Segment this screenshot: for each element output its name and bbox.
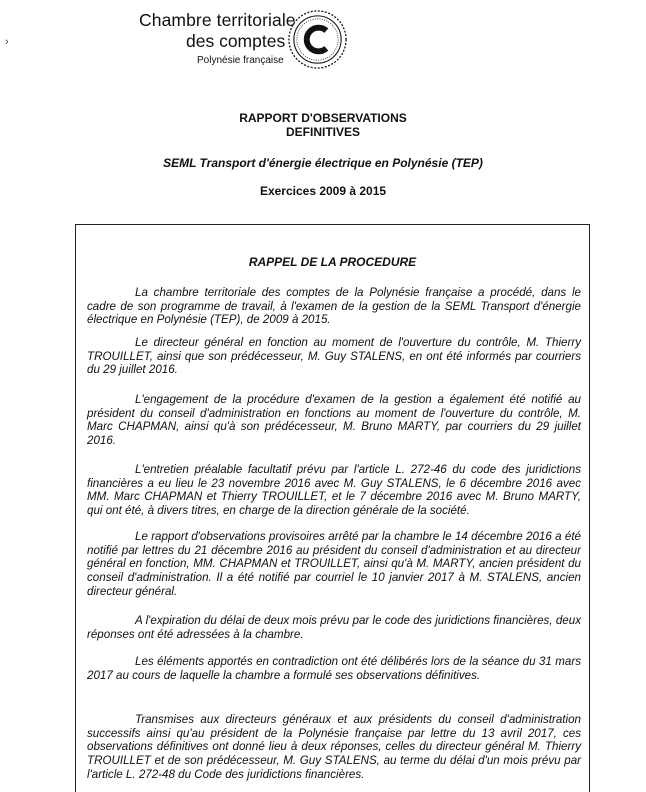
procedure-paragraph: L'entretien préalable facultatif prévu par l'article L. 272-46 du code des juridictions financières a eu lieu le 23 novembre 2016 avec M. Guy STALENS, le 6 décembre 2016 avec MM. Marc CHAPMAN et Thierry TROUILLET, et le 7 décembre 2016 avec M. Bruno MARTY, qui ont été, à divers titres, en charge de la direction générale de la société. bbox=[87, 463, 581, 518]
org-region: Polynésie française bbox=[197, 55, 284, 66]
scan-mark: › bbox=[5, 36, 9, 48]
report-subtitle: SEML Transport d'énergie électrique en Polynésie (TEP) bbox=[163, 156, 483, 170]
procedure-box bbox=[75, 224, 590, 792]
letterhead bbox=[0, 0, 646, 90]
report-title-line1: RAPPORT D'OBSERVATIONS bbox=[239, 111, 407, 125]
report-title-line2: DEFINITIVES bbox=[285, 125, 360, 139]
procedure-heading: RAPPEL DE LA PROCEDURE bbox=[248, 255, 417, 269]
report-years: Exercices 2009 à 2015 bbox=[259, 184, 387, 198]
procedure-paragraph: La chambre territoriale des comptes de la Polynésie française a procédé, dans le cadre de son programme de travail, à l'examen de la gestion de la SEML Transport d'énergie électrique en Polynésie (TEP), de 2009 à 2015. bbox=[87, 286, 581, 327]
procedure-paragraph: Transmises aux directeurs généraux et aux présidents du conseil d'administration successifs ainsi qu'au président de la Polynésie française par lettre du 13 avril 2017, ces observations définitives ont donné lieu à deux réponses, celles du directeur général M. Thierry TROUILLET et de son prédécesseur, M. Guy STALENS, au terme du délai d'un mois prévu par l'article L. 272-48 du Code des juridictions financières. bbox=[87, 713, 581, 781]
procedure-paragraph: Le directeur général en fonction au moment de l'ouverture du contrôle, M. Thierry TROUILLET, ainsi que son prédécesseur, M. Guy STALENS, en ont été informés par courriers du 29 juillet 2016. bbox=[87, 336, 581, 377]
procedure-paragraph: Le rapport d'observations provisoires arrêté par la chambre le 14 décembre 2016 a été notifié par lettres du 21 décembre 2016 au président du conseil d'administration et au directeur général en fonction, MM. CHAPMAN et TROUILLET, ainsi qu'à M. MARTY, ancien président du conseil d'administration. Il a été notifié par courriel le 10 janvier 2017 à M. STALENS, ancien directeur général. bbox=[87, 530, 581, 598]
org-name-line2: des comptes bbox=[186, 31, 286, 51]
procedure-paragraph: L'engagement de la procédure d'examen de la gestion a également été notifié au président du conseil d'administration en fonctions au moment de l'ouverture du contrôle, M. Marc CHAPMAN, ainsi qu'à son prédécesseur, M. Bruno MARTY, par courriers du 29 juillet 2016. bbox=[87, 393, 581, 448]
procedure-paragraph: A l'expiration du délai de deux mois prévu par le code des juridictions financières, deux réponses ont été adressées à la chambre. bbox=[87, 614, 581, 641]
procedure-paragraph: Les éléments apportés en contradiction ont été délibérés lors de la séance du 31 mars 2017 au cours de laquelle la chambre a formulé ses observations définitives. bbox=[87, 655, 581, 682]
org-name-line1: Chambre territoriale bbox=[139, 10, 296, 30]
chambre-des-comptes-seal-icon bbox=[286, 8, 349, 71]
